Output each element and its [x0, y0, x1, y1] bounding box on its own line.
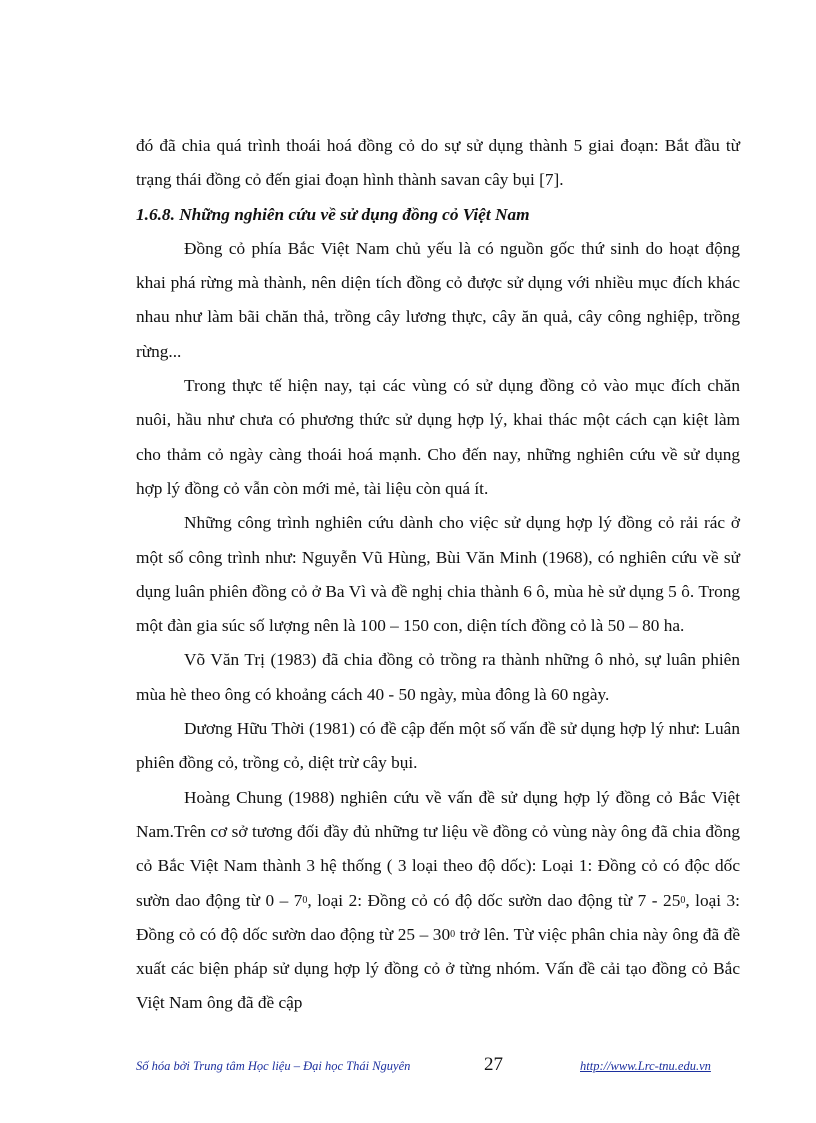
text-run: , loại 3: Đồng cỏ có độ dốc sườn dao động từ 25 – 30 — [136, 890, 740, 944]
text-run: Hoàng Chung (1988) nghiên cứu về vấn đề sử dụng hợp lý đồng cỏ Bắc Việt Nam.Trên cơ sở tương đối đầy đủ những tư liệu về đồng cỏ vùng này ông đã chia đồng cỏ Bắc Việt Nam thành 3 hệ thống ( 3 loại theo độ dốc): Loại 1: Đồng cỏ có độc dốc sườn dao động từ 0 – 7 — [136, 787, 740, 910]
text-run: , loại 2: Đồng cỏ có độ dốc sườn dao động từ 7 - 25 — [307, 890, 681, 910]
degree-superscript: 0 — [450, 928, 456, 940]
page-number: 27 — [484, 1054, 503, 1075]
footer-link[interactable]: http://www.Lrc-tnu.edu.vn — [580, 1059, 711, 1073]
paragraph-continuation: đó đã chia quá trình thoái hoá đồng cỏ do sự sử dụng thành 5 giai đoạn: Bắt đầu từ trạng thái đồng cỏ đến giai đoạn hình thành savan cây bụi [7]. — [136, 136, 740, 190]
paragraph-origin: Đồng cỏ phía Bắc Việt Nam chủ yếu là có nguồn gốc thứ sinh do hoạt động khai phá rừng mà thành, nên diện tích đồng cỏ được sử dụng với nhiều mục đích khác nhau như làm bãi chăn thả, trồng cây lương thực, cây ăn quả, cây công nghiệp, trồng rừng... — [136, 238, 740, 361]
degree-superscript: 0 — [302, 894, 308, 906]
section-heading: 1.6.8. Những nghiên cứu về sử dụng đồng cỏ Việt Nam — [136, 204, 530, 224]
paragraph-research-works: Những công trình nghiên cứu dành cho việc sử dụng hợp lý đồng cỏ rải rác ở một số công trình như: Nguyễn Vũ Hùng, Bùi Văn Minh (1968), có nghiên cứu về sử dụng luân phiên đồng cỏ ở Ba Vì và đề nghị chia thành 6 ô, mùa hè sử dụng 5 ô. Trong một đàn gia súc số lượng nên là 100 – 150 con, diện tích đồng cỏ là 50 – 80 ha. — [136, 513, 740, 636]
paragraph-hoang-chung — [136, 781, 740, 1021]
footer-credit: Số hóa bởi Trung tâm Học liệu – Đại học Thái Nguyên — [136, 1059, 411, 1073]
page-body — [136, 129, 740, 1021]
paragraph-vo-van-tri: Võ Văn Trị (1983) đã chia đồng cỏ trồng ra thành những ô nhỏ, sự luân phiên mùa hè theo ông có khoảng cách 40 - 50 ngày, mùa đông là 60 ngày. — [136, 650, 740, 704]
paragraph-current-state: Trong thực tế hiện nay, tại các vùng có sử dụng đồng cỏ vào mục đích chăn nuôi, hầu như chưa có phương thức sử dụng hợp lý, khai thác một cách cạn kiệt làm cho thảm cỏ ngày càng thoái hoá mạnh. Cho đến nay, những nghiên cứu về sử dụng hợp lý đồng cỏ vẫn còn mới mẻ, tài liệu còn quá ít. — [136, 376, 740, 498]
page-footer — [136, 1054, 740, 1079]
paragraph-duong-huu-thoi: Dương Hữu Thời (1981) có đề cập đến một số vấn đề sử dụng hợp lý như: Luân phiên đồng cỏ, trồng cỏ, diệt trừ cây bụi. — [136, 719, 740, 773]
degree-superscript: 0 — [680, 894, 686, 906]
text-run: trở lên. Từ việc phân chia này ông đã đề xuất các biện pháp sử dụng hợp lý đồng cỏ ở từng nhóm. Vấn đề cải tạo đồng cỏ Bắc Việt Nam ông đã đề cập — [136, 924, 741, 1013]
